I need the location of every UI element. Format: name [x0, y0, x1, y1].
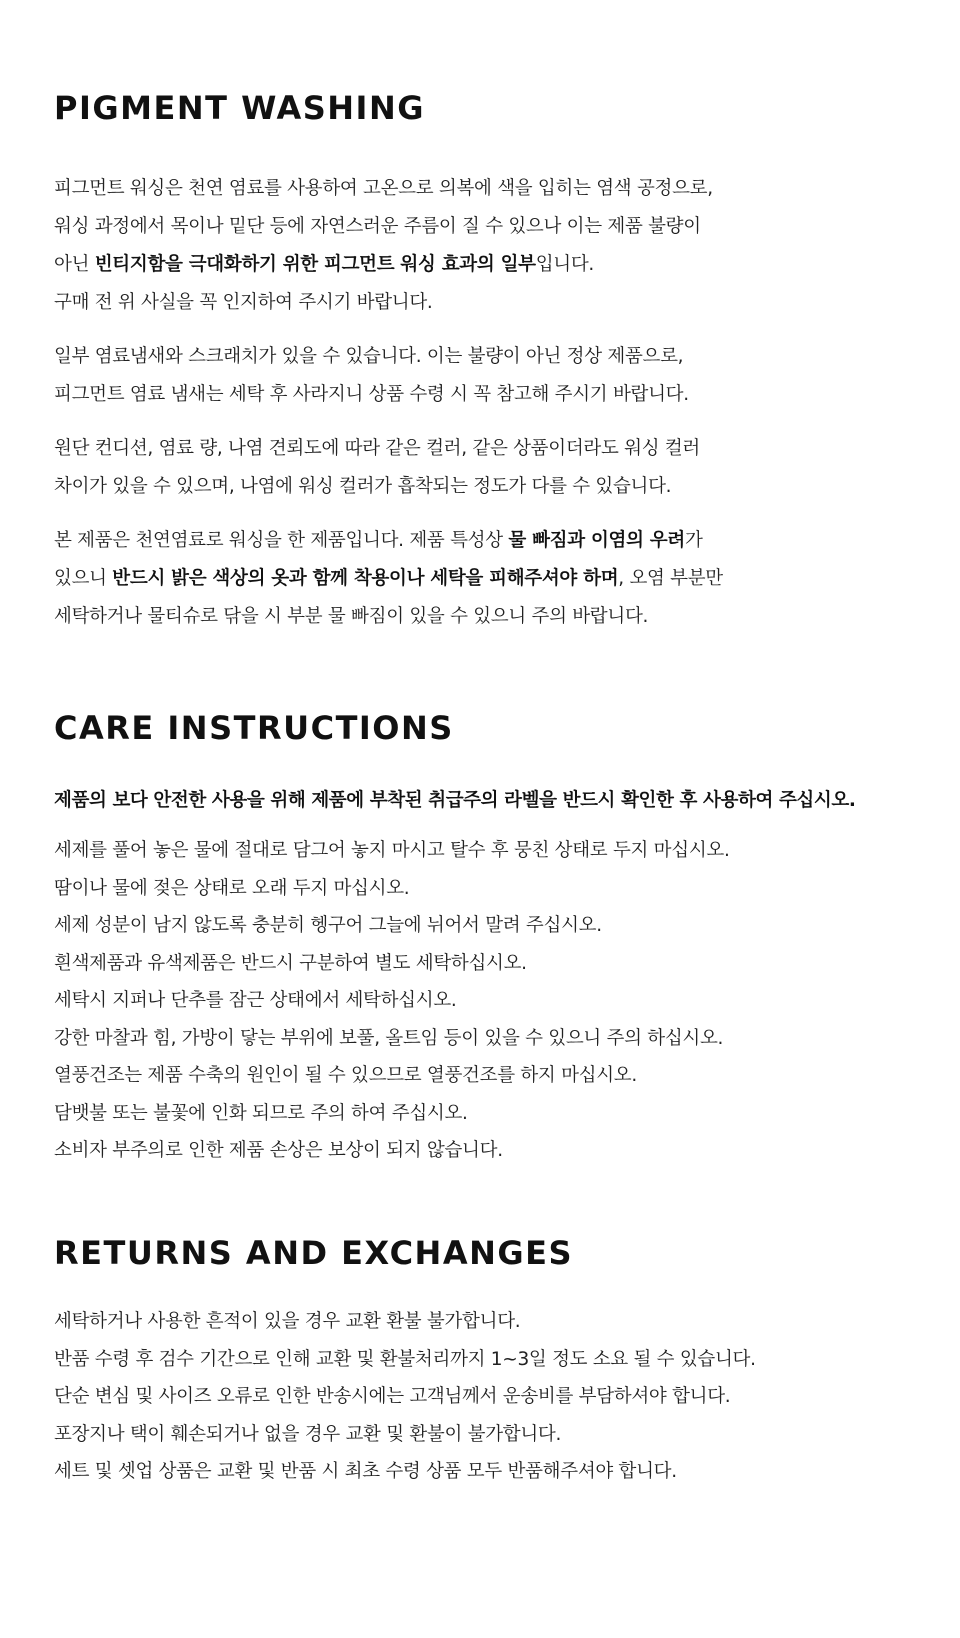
pigment-p1-line-1: 피그먼트 워싱은 천연 염료를 사용하여 고온으로 의복에 색을 입히는 염색 공정으로,	[54, 178, 713, 199]
pigment-p1-line-3-end: 입니다.	[535, 254, 595, 275]
care-instructions-section	[54, 708, 934, 1170]
pigment-washing-section	[54, 88, 934, 636]
returns-item: 단순 변심 및 사이즈 오류로 인한 반송시에는 고객님께서 운송비를 부담하셔야 합니다.	[54, 1386, 731, 1407]
pigment-p4-emphasis-2: 반드시 밝은 색상의 옷과 함께 착용이나 세탁을 피해주셔야 하며	[112, 568, 619, 589]
care-item: 세제를 풀어 놓은 물에 절대로 담그어 놓지 마시고 탈수 후 뭉친 상태로 두지 마십시오.	[54, 840, 730, 861]
pigment-paragraph-4	[54, 522, 934, 636]
care-item: 소비자 부주의로 인한 제품 손상은 보상이 되지 않습니다.	[54, 1140, 503, 1161]
pigment-paragraph-1	[54, 170, 934, 322]
pigment-p1-line-3-start: 아닌	[54, 254, 95, 275]
returns-item: 포장지나 택이 훼손되거나 없을 경우 교환 및 환불이 불가합니다.	[54, 1423, 562, 1445]
care-item: 세제 성분이 남지 않도록 충분히 헹구어 그늘에 뉘어서 말려 주십시오.	[54, 915, 602, 936]
care-item: 세탁시 지퍼나 단추를 잠근 상태에서 세탁하십시오.	[54, 990, 457, 1011]
pigment-p4-line-1-end: 가	[684, 530, 703, 551]
pigment-p3-line-1: 원단 컨디션, 염료 량, 나염 견뢰도에 따라 같은 컬러, 같은 상품이더라도 워싱 컬러	[54, 438, 700, 459]
pigment-p4-line-1-start: 본 제품은 천연염료로 워싱을 한 제품입니다. 제품 특성상	[54, 530, 509, 551]
care-list	[54, 832, 934, 1170]
care-lead-text: 제품의 보다 안전한 사용을 위해 제품에 부착된 취급주의 라벨을 반드시 확인한 후 사용하여 주십시오.	[54, 790, 856, 811]
pigment-p4-emphasis-1: 물 빠짐과 이염의 우려	[508, 530, 685, 551]
pigment-p1-emphasis: 빈티지함을 극대화하기 위한 피그먼트 워싱 효과의 일부	[94, 254, 536, 275]
pigment-p1-line-2: 워싱 과정에서 목이나 밑단 등에 자연스러운 주름이 질 수 있으나 이는 제품 불량이	[54, 216, 701, 237]
pigment-washing-heading: PIGMENT WASHING	[54, 89, 425, 127]
returns-list	[54, 1303, 934, 1491]
pigment-paragraph-3	[54, 430, 934, 506]
returns-item: 반품 수령 후 검수 기간으로 인해 교환 및 환불처리까지 1~3일 정도 소요 될 수 있습니다.	[54, 1348, 756, 1370]
returns-section	[54, 1233, 934, 1491]
pigment-p1-line-3	[54, 246, 934, 284]
care-item: 흰색제품과 유색제품은 반드시 구분하여 별도 세탁하십시오.	[54, 952, 527, 974]
pigment-p4-line-2-start: 있으니	[54, 568, 113, 589]
returns-heading: RETURNS AND EXCHANGES	[54, 1234, 574, 1272]
returns-item: 세탁하거나 사용한 흔적이 있을 경우 교환 환불 불가합니다.	[54, 1311, 521, 1332]
pigment-p3-line-2: 차이가 있을 수 있으며, 나염에 워싱 컬러가 흡착되는 정도가 다를 수 있습니다.	[54, 476, 672, 497]
care-instructions-heading: CARE INSTRUCTIONS	[54, 709, 454, 747]
care-item: 강한 마찰과 힘, 가방이 닿는 부위에 보풀, 올트임 등이 있을 수 있으니 주의 하십시오.	[54, 1027, 724, 1049]
pigment-p4-line-2	[54, 560, 934, 598]
care-item: 담뱃불 또는 불꽃에 인화 되므로 주의 하여 주십시오.	[54, 1102, 468, 1124]
pigment-p2-line-1: 일부 염료냄새와 스크래치가 있을 수 있습니다. 이는 불량이 아닌 정상 제품으로,	[54, 346, 684, 367]
pigment-p4-line-2-end: , 오염 부분만	[618, 568, 723, 589]
returns-item: 세트 및 셋업 상품은 교환 및 반품 시 최초 수령 상품 모두 반품해주셔야 합니다.	[54, 1461, 677, 1482]
pigment-p1-line-4: 구매 전 위 사실을 꼭 인지하여 주시기 바랍니다.	[54, 292, 433, 313]
care-item: 열풍건조는 제품 수축의 원인이 될 수 있으므로 열풍건조를 하지 마십시오.	[54, 1065, 637, 1086]
pigment-p2-line-2: 피그먼트 염료 냄새는 세탁 후 사라지니 상품 수령 시 꼭 참고해 주시기 바랍니다.	[54, 384, 689, 405]
pigment-p4-line-1	[54, 522, 934, 560]
care-item: 땀이나 물에 젖은 상태로 오래 두지 마십시오.	[54, 877, 410, 899]
pigment-p4-line-3: 세탁하거나 물티슈로 닦을 시 부분 물 빠짐이 있을 수 있으니 주의 바랍니다.	[54, 606, 649, 627]
pigment-paragraph-2	[54, 338, 934, 414]
